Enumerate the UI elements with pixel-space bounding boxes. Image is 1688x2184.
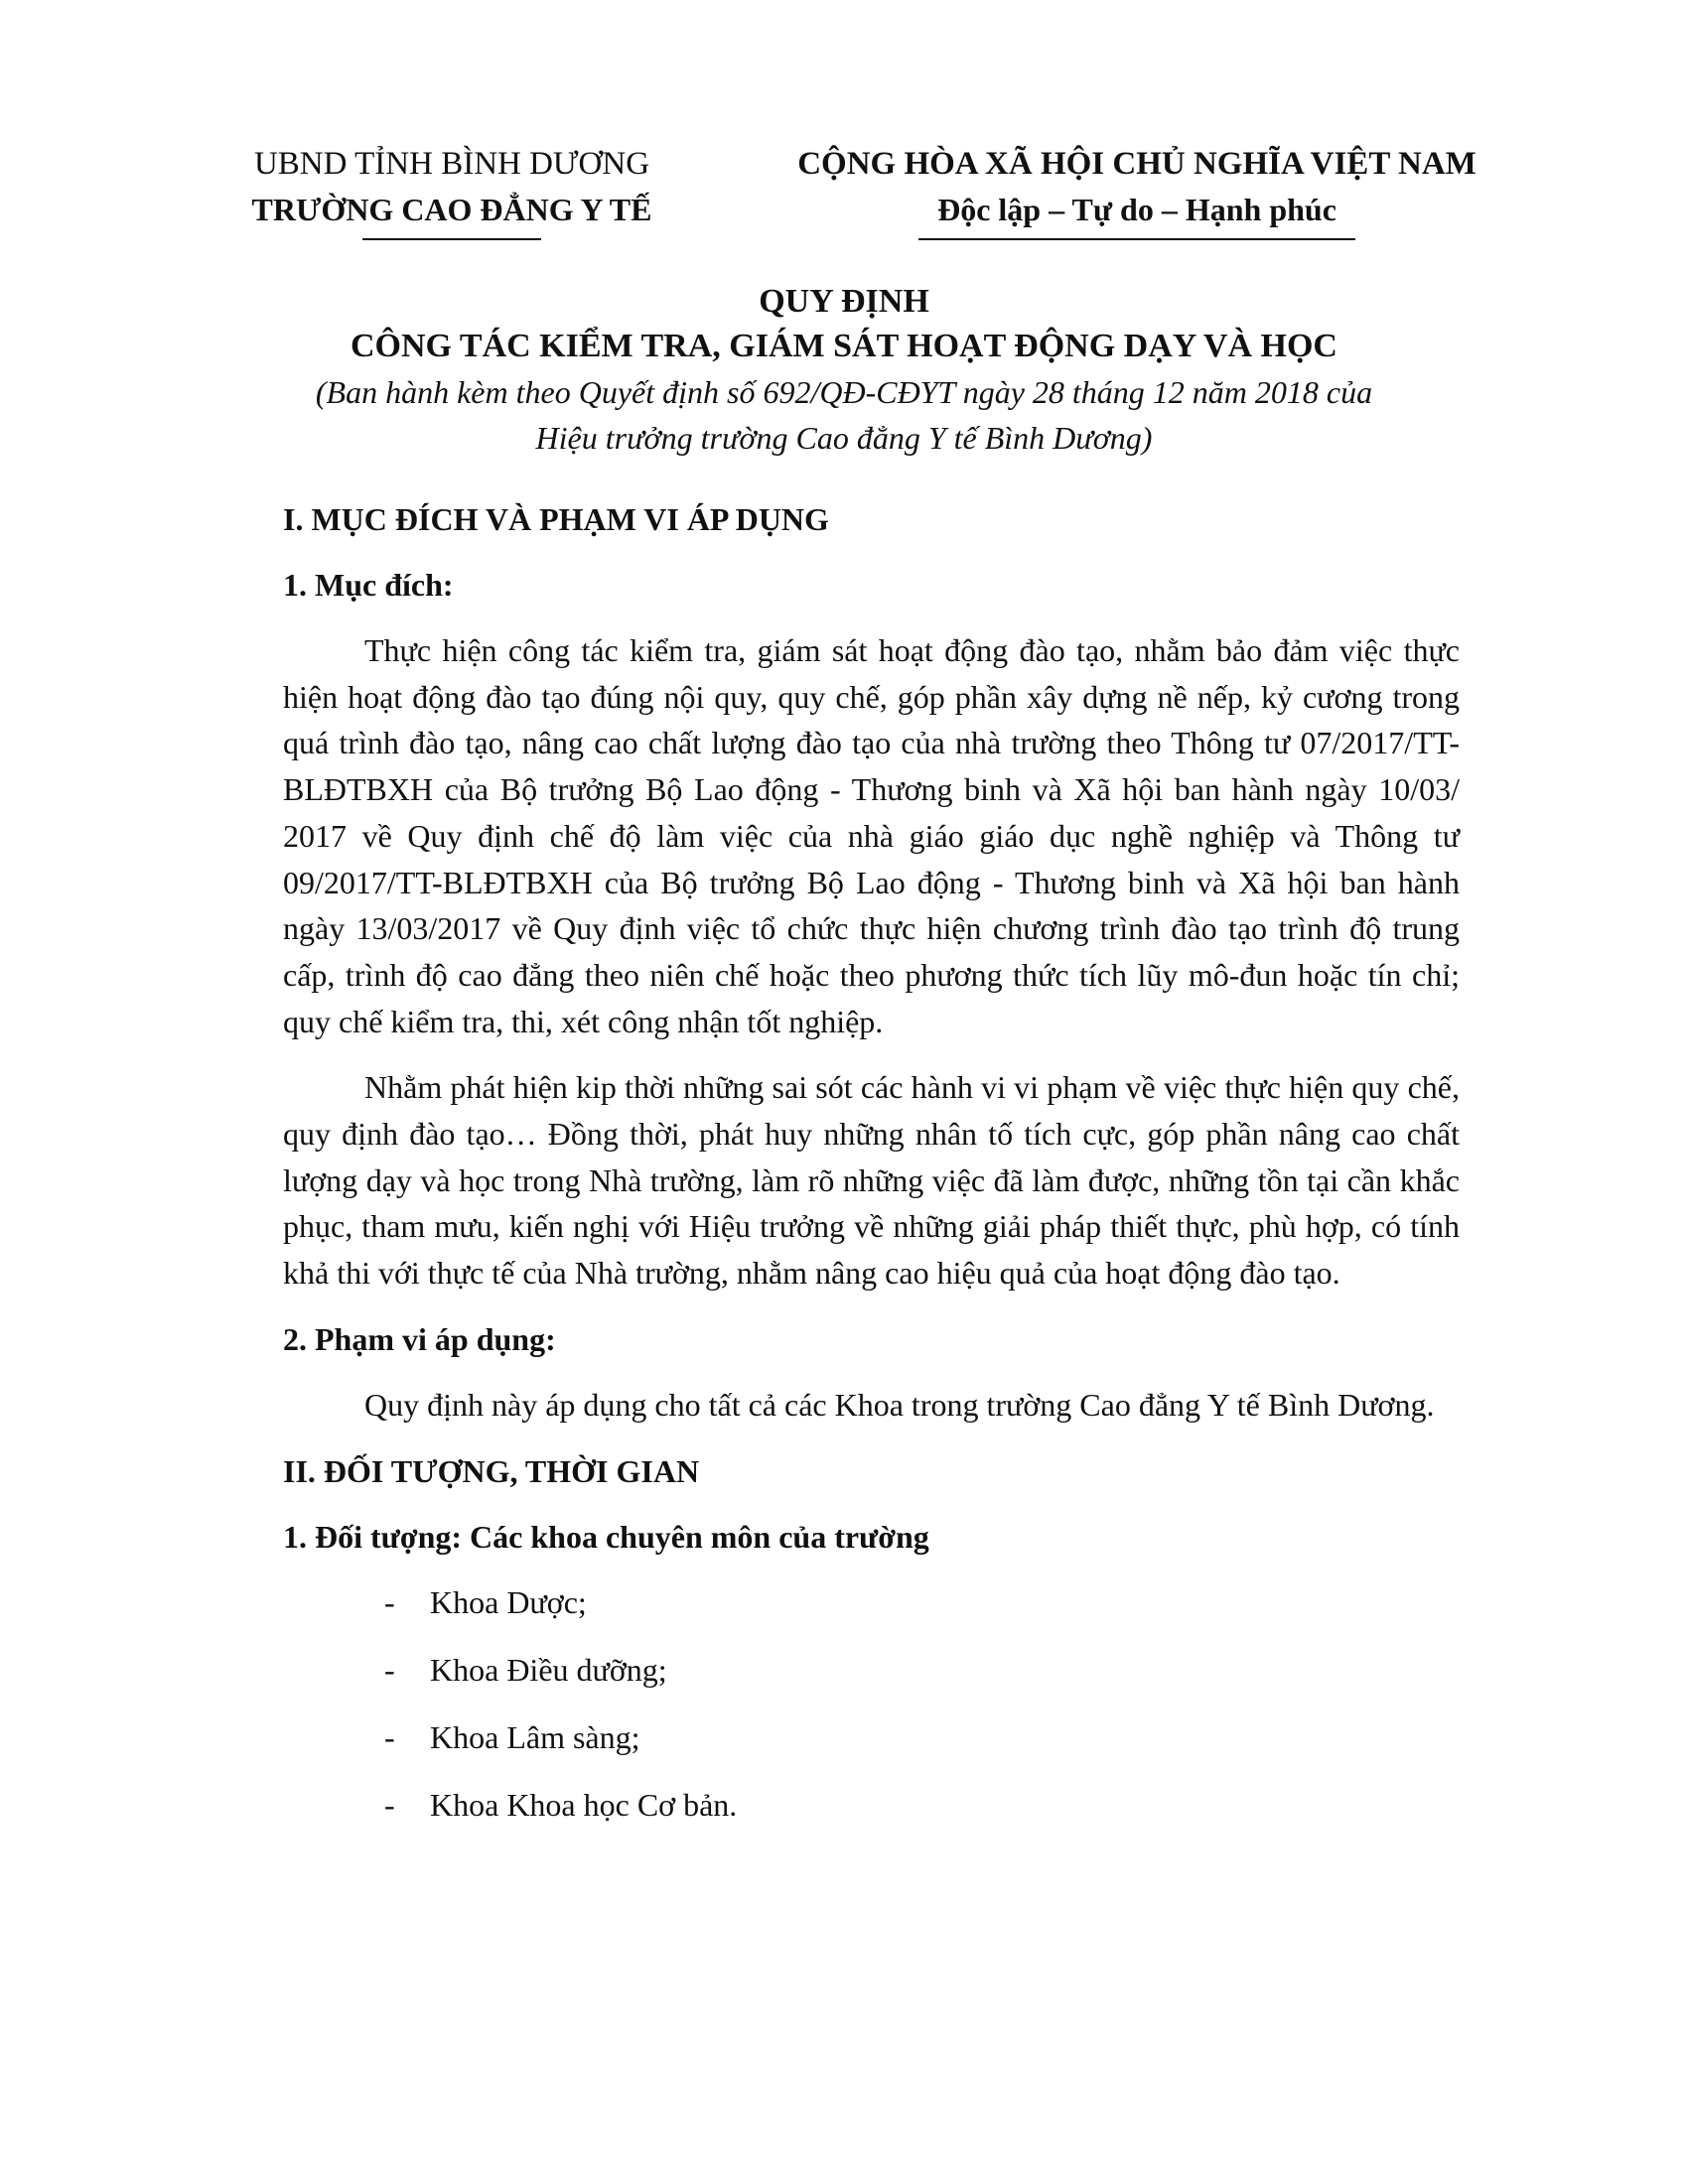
list-item-text: Khoa Dược;	[430, 1583, 587, 1620]
motto-underline	[918, 238, 1355, 240]
scope-paragraph: Quy định này áp dụng cho tất cả các Khoa trong trường Cao đẳng Y tế Bình Dương.	[364, 1386, 1435, 1423]
list-dash: -	[384, 1583, 395, 1620]
list-dash: -	[384, 1718, 395, 1755]
list-item-text: Khoa Điều dưỡng;	[430, 1651, 667, 1688]
subsection-heading-scope: 2. Phạm vi áp dụng:	[283, 1320, 556, 1357]
document-title-block	[238, 280, 1450, 461]
subsection-heading-subjects: 1. Đối tượng: Các khoa chuyên môn của trường	[283, 1518, 929, 1555]
issuer-school: TRƯỜNG CAO ĐẲNG Y TẾ	[251, 192, 652, 227]
document-body	[283, 496, 1460, 1849]
subsection-heading-purpose: 1. Mục đích:	[283, 567, 454, 603]
list-item	[283, 1714, 1460, 1760]
list-item	[283, 1782, 1460, 1828]
purpose-paragraph-2: Nhằm phát hiện kip thời những sai sót các hành vi vi phạm về việc thực hiện quy chế, quy định đào tạo… Đồng thời, phát huy những nhân tố tích cực, góp phần nâng cao chất lượng dạy và học trong Nhà trường, làm rõ những việc đã làm được, những tồn tại cần khắc phục, tham mưu, kiến nghị với Hiệu trưởng về những giải pháp thiết thực, phù hợp, có tính khả thi với thực tế của Nhà trường, nhằm nâng cao hiệu quả của hoạt động đào tạo.	[283, 1069, 1460, 1292]
national-header	[755, 141, 1519, 240]
list-item	[283, 1647, 1460, 1693]
purpose-paragraph-1: Thực hiện công tác kiểm tra, giám sát hoạt động đào tạo, nhằm bảo đảm việc thực hiện hoạt động đào tạo đúng nội quy, quy chế, góp phần xây dựng nề nếp, kỷ cương trong quá trình đào tạo, nâng cao chất lượng đào tạo của nhà trường theo Thông tư 07/2017/TT-BLĐTBXH của Bộ trưởng Bộ Lao động - Thương binh và Xã hội ban hành ngày 10/03/ 2017 về Quy định chế độ làm việc của nhà giáo giáo dục nghề nghiệp và Thông tư 09/2017/TT-BLĐTBXH của Bộ trưởng Bộ Lao động - Thương binh và Xã hội ban hành ngày 13/03/2017 về Quy định việc tổ chức thực hiện chương trình đào tạo trình độ trung cấp, trình độ cao đẳng theo niên chế hoặc theo phương thức tích lũy mô-đun hoặc tín chỉ; quy chế kiểm tra, thi, xét công nhận tốt nghiệp.	[283, 632, 1460, 1039]
department-list	[283, 1579, 1460, 1828]
section-heading-2: II. ĐỐI TƯỢNG, THỜI GIAN	[283, 1452, 700, 1489]
document-type: QUY ĐỊNH	[759, 283, 929, 320]
document-subtitle-line2: Hiệu trưởng trường Cao đẳng Y tế Bình Dương)	[535, 420, 1153, 456]
issuer-underline	[362, 238, 541, 240]
section-heading-1: I. MỤC ĐÍCH VÀ PHẠM VI ÁP DỤNG	[283, 501, 829, 537]
list-item-text: Khoa Khoa học Cơ bản.	[430, 1786, 738, 1823]
list-dash: -	[384, 1786, 395, 1823]
issuer-header	[228, 141, 675, 240]
document-title: CÔNG TÁC KIỂM TRA, GIÁM SÁT HOẠT ĐỘNG DẠY VÀ HỌC	[351, 328, 1337, 364]
list-item-text: Khoa Lâm sàng;	[430, 1718, 640, 1755]
national-title: CỘNG HÒA XÃ HỘI CHỦ NGHĨA VIỆT NAM	[797, 146, 1477, 182]
list-dash: -	[384, 1651, 395, 1688]
issuer-authority: UBND TỈNH BÌNH DƯƠNG	[253, 146, 650, 182]
document-subtitle-line1: (Ban hành kèm theo Quyết định số 692/QĐ-CĐYT ngày 28 tháng 12 năm 2018 của	[315, 374, 1373, 410]
list-item	[283, 1579, 1460, 1625]
national-motto: Độc lập – Tự do – Hạnh phúc	[937, 192, 1336, 227]
